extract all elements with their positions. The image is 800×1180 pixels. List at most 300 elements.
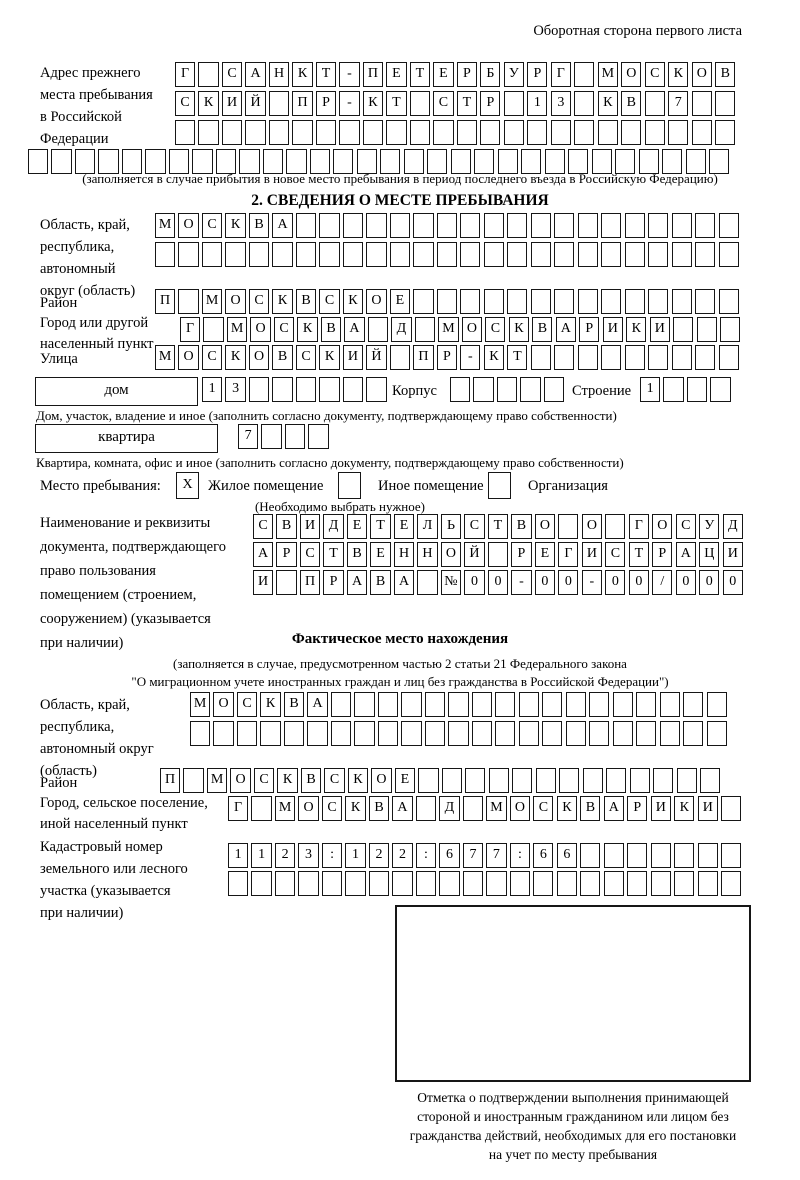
char-cell[interactable]	[378, 721, 398, 746]
char-cell[interactable]: -	[339, 62, 359, 87]
char-cell[interactable]	[460, 213, 480, 238]
char-cell[interactable]: 1	[345, 843, 365, 868]
char-cell[interactable]	[401, 721, 421, 746]
char-cell[interactable]	[719, 242, 739, 267]
char-cell[interactable]	[527, 120, 547, 145]
char-cell[interactable]: О	[621, 62, 641, 87]
char-cell[interactable]	[504, 120, 524, 145]
char-cell[interactable]	[413, 289, 433, 314]
char-cell[interactable]: Т	[323, 542, 343, 567]
char-cell[interactable]	[497, 377, 517, 402]
char-cell[interactable]	[627, 843, 647, 868]
char-cell[interactable]	[225, 242, 245, 267]
char-cell[interactable]: Т	[629, 542, 649, 567]
char-cell[interactable]: К	[674, 796, 694, 821]
char-cell[interactable]	[531, 345, 551, 370]
char-cell[interactable]	[308, 424, 328, 449]
char-cell[interactable]: И	[651, 796, 671, 821]
char-cell[interactable]: О	[230, 768, 250, 793]
char-cell[interactable]	[202, 242, 222, 267]
char-cell[interactable]	[672, 289, 692, 314]
char-cell[interactable]: К	[260, 692, 280, 717]
char-cell[interactable]	[261, 424, 281, 449]
char-cell[interactable]: У	[504, 62, 524, 87]
char-cell[interactable]	[439, 871, 459, 896]
char-cell[interactable]: С	[249, 289, 269, 314]
char-cell[interactable]	[363, 120, 383, 145]
char-cell[interactable]	[319, 213, 339, 238]
char-cell[interactable]	[554, 289, 574, 314]
char-cell[interactable]: К	[348, 768, 368, 793]
char-cell[interactable]: П	[413, 345, 433, 370]
char-cell[interactable]	[574, 91, 594, 116]
char-cell[interactable]	[558, 514, 578, 539]
char-cell[interactable]	[645, 91, 665, 116]
char-cell[interactable]: 1	[202, 377, 222, 402]
char-cell[interactable]: Р	[480, 91, 500, 116]
char-cell[interactable]	[625, 289, 645, 314]
char-cell[interactable]	[413, 213, 433, 238]
char-cell[interactable]	[648, 289, 668, 314]
char-cell[interactable]	[285, 424, 305, 449]
char-cell[interactable]: Г	[629, 514, 649, 539]
char-cell[interactable]: М	[227, 317, 247, 342]
char-cell[interactable]	[645, 120, 665, 145]
char-cell[interactable]	[707, 721, 727, 746]
char-cell[interactable]	[604, 871, 624, 896]
char-cell[interactable]: А	[556, 317, 576, 342]
char-cell[interactable]: И	[582, 542, 602, 567]
char-cell[interactable]: 7	[238, 424, 258, 449]
char-cell[interactable]	[507, 242, 527, 267]
char-cell[interactable]	[625, 345, 645, 370]
char-cell[interactable]	[598, 120, 618, 145]
char-cell[interactable]	[222, 120, 242, 145]
char-cell[interactable]	[472, 692, 492, 717]
char-cell[interactable]: 0	[558, 570, 578, 595]
char-cell[interactable]	[292, 120, 312, 145]
char-cell[interactable]: О	[652, 514, 672, 539]
char-cell[interactable]: П	[363, 62, 383, 87]
char-cell[interactable]	[366, 377, 386, 402]
char-cell[interactable]	[178, 289, 198, 314]
char-cell[interactable]	[354, 692, 374, 717]
char-cell[interactable]	[531, 213, 551, 238]
char-cell[interactable]	[450, 377, 470, 402]
char-cell[interactable]	[343, 377, 363, 402]
char-cell[interactable]: Ь	[441, 514, 461, 539]
char-cell[interactable]	[495, 721, 515, 746]
char-cell[interactable]	[533, 871, 553, 896]
char-cell[interactable]	[183, 768, 203, 793]
char-cell[interactable]: Р	[437, 345, 457, 370]
char-cell[interactable]	[663, 377, 683, 402]
char-cell[interactable]	[457, 120, 477, 145]
char-cell[interactable]: П	[160, 768, 180, 793]
char-cell[interactable]: О	[535, 514, 555, 539]
char-cell[interactable]: Р	[579, 317, 599, 342]
char-cell[interactable]	[339, 120, 359, 145]
char-cell[interactable]: Й	[245, 91, 265, 116]
char-cell[interactable]: Р	[627, 796, 647, 821]
char-cell[interactable]	[392, 871, 412, 896]
char-cell[interactable]: А	[604, 796, 624, 821]
char-cell[interactable]: Р	[276, 542, 296, 567]
char-cell[interactable]: А	[392, 796, 412, 821]
char-cell[interactable]	[296, 377, 316, 402]
char-cell[interactable]: В	[321, 317, 341, 342]
char-cell[interactable]	[437, 242, 457, 267]
char-cell[interactable]: 1	[228, 843, 248, 868]
char-cell[interactable]: О	[225, 289, 245, 314]
char-cell[interactable]	[613, 721, 633, 746]
char-cell[interactable]: К	[277, 768, 297, 793]
char-cell[interactable]	[296, 242, 316, 267]
char-cell[interactable]	[512, 768, 532, 793]
char-cell[interactable]: -	[460, 345, 480, 370]
char-cell[interactable]	[345, 871, 365, 896]
char-cell[interactable]	[605, 514, 625, 539]
char-cell[interactable]	[410, 91, 430, 116]
char-cell[interactable]	[519, 721, 539, 746]
char-cell[interactable]	[687, 377, 707, 402]
char-cell[interactable]	[437, 213, 457, 238]
char-cell[interactable]	[566, 692, 586, 717]
char-cell[interactable]: 0	[676, 570, 696, 595]
char-cell[interactable]	[700, 768, 720, 793]
char-cell[interactable]	[316, 120, 336, 145]
char-cell[interactable]: К	[598, 91, 618, 116]
char-cell[interactable]	[695, 345, 715, 370]
char-cell[interactable]: Ц	[699, 542, 719, 567]
char-cell[interactable]: Т	[316, 62, 336, 87]
char-cell[interactable]: Т	[410, 62, 430, 87]
char-cell[interactable]: Е	[394, 514, 414, 539]
char-cell[interactable]: П	[300, 570, 320, 595]
char-cell[interactable]	[719, 345, 739, 370]
char-cell[interactable]	[486, 871, 506, 896]
char-cell[interactable]: И	[222, 91, 242, 116]
char-cell[interactable]: Т	[507, 345, 527, 370]
char-cell[interactable]: И	[343, 345, 363, 370]
char-cell[interactable]: О	[510, 796, 530, 821]
char-cell[interactable]	[566, 721, 586, 746]
char-cell[interactable]	[425, 721, 445, 746]
char-cell[interactable]	[630, 768, 650, 793]
char-cell[interactable]	[580, 871, 600, 896]
char-cell[interactable]: К	[225, 213, 245, 238]
char-cell[interactable]	[721, 871, 741, 896]
char-cell[interactable]: Г	[228, 796, 248, 821]
char-cell[interactable]	[580, 843, 600, 868]
char-cell[interactable]	[198, 62, 218, 87]
char-cell[interactable]: О	[371, 768, 391, 793]
char-cell[interactable]: С	[319, 289, 339, 314]
char-cell[interactable]: М	[190, 692, 210, 717]
char-cell[interactable]: Й	[464, 542, 484, 567]
char-cell[interactable]	[578, 289, 598, 314]
char-cell[interactable]	[354, 721, 374, 746]
char-cell[interactable]: 0	[723, 570, 743, 595]
char-cell[interactable]	[425, 692, 445, 717]
char-cell[interactable]: 1	[527, 91, 547, 116]
char-cell[interactable]	[448, 692, 468, 717]
char-cell[interactable]: Н	[417, 542, 437, 567]
char-cell[interactable]	[488, 542, 508, 567]
char-cell[interactable]	[559, 768, 579, 793]
char-cell[interactable]	[269, 120, 289, 145]
char-cell[interactable]: Г	[551, 62, 571, 87]
char-cell[interactable]	[692, 120, 712, 145]
char-cell[interactable]	[542, 721, 562, 746]
char-cell[interactable]	[495, 692, 515, 717]
char-cell[interactable]	[269, 91, 289, 116]
char-cell[interactable]: 0	[464, 570, 484, 595]
char-cell[interactable]	[668, 120, 688, 145]
char-cell[interactable]	[653, 768, 673, 793]
char-cell[interactable]: В	[370, 570, 390, 595]
char-cell[interactable]	[519, 692, 539, 717]
char-cell[interactable]: Г	[175, 62, 195, 87]
zhiloe-checkbox[interactable]: X	[176, 472, 199, 499]
char-cell[interactable]: 0	[488, 570, 508, 595]
char-cell[interactable]: С	[300, 542, 320, 567]
char-cell[interactable]	[683, 721, 703, 746]
char-cell[interactable]: 7	[668, 91, 688, 116]
char-cell[interactable]: С	[433, 91, 453, 116]
char-cell[interactable]	[343, 213, 363, 238]
char-cell[interactable]: В	[715, 62, 735, 87]
char-cell[interactable]: Д	[723, 514, 743, 539]
char-cell[interactable]: 0	[629, 570, 649, 595]
char-cell[interactable]: К	[557, 796, 577, 821]
char-cell[interactable]	[460, 242, 480, 267]
char-cell[interactable]	[648, 345, 668, 370]
char-cell[interactable]	[272, 242, 292, 267]
char-cell[interactable]: И	[723, 542, 743, 567]
char-cell[interactable]	[472, 721, 492, 746]
char-cell[interactable]	[625, 213, 645, 238]
char-cell[interactable]: М	[275, 796, 295, 821]
char-cell[interactable]: С	[676, 514, 696, 539]
char-cell[interactable]: Д	[439, 796, 459, 821]
char-cell[interactable]	[198, 120, 218, 145]
char-cell[interactable]: Р	[323, 570, 343, 595]
char-cell[interactable]: 6	[557, 843, 577, 868]
char-cell[interactable]	[213, 721, 233, 746]
dom-field-box[interactable]: дом	[35, 377, 198, 406]
char-cell[interactable]: П	[292, 91, 312, 116]
char-cell[interactable]	[390, 242, 410, 267]
char-cell[interactable]: В	[301, 768, 321, 793]
char-cell[interactable]: С	[324, 768, 344, 793]
char-cell[interactable]: П	[155, 289, 175, 314]
char-cell[interactable]	[276, 570, 296, 595]
char-cell[interactable]	[554, 242, 574, 267]
char-cell[interactable]	[319, 377, 339, 402]
char-cell[interactable]: С	[254, 768, 274, 793]
char-cell[interactable]: О	[250, 317, 270, 342]
char-cell[interactable]: М	[438, 317, 458, 342]
char-cell[interactable]	[410, 120, 430, 145]
char-cell[interactable]	[296, 213, 316, 238]
char-cell[interactable]	[715, 91, 735, 116]
char-cell[interactable]: Р	[316, 91, 336, 116]
char-cell[interactable]: К	[292, 62, 312, 87]
char-cell[interactable]	[554, 345, 574, 370]
char-cell[interactable]	[433, 120, 453, 145]
char-cell[interactable]	[473, 377, 493, 402]
char-cell[interactable]	[251, 796, 271, 821]
char-cell[interactable]	[554, 213, 574, 238]
char-cell[interactable]	[343, 242, 363, 267]
char-cell[interactable]	[606, 768, 626, 793]
char-cell[interactable]: Й	[366, 345, 386, 370]
char-cell[interactable]	[601, 345, 621, 370]
char-cell[interactable]: С	[237, 692, 257, 717]
char-cell[interactable]	[190, 721, 210, 746]
char-cell[interactable]: Г	[180, 317, 200, 342]
char-cell[interactable]: А	[307, 692, 327, 717]
char-cell[interactable]: О	[213, 692, 233, 717]
char-cell[interactable]: Е	[535, 542, 555, 567]
char-cell[interactable]	[651, 871, 671, 896]
char-cell[interactable]: В	[284, 692, 304, 717]
char-cell[interactable]	[245, 120, 265, 145]
char-cell[interactable]: С	[605, 542, 625, 567]
char-cell[interactable]: О	[462, 317, 482, 342]
char-cell[interactable]: Р	[652, 542, 672, 567]
char-cell[interactable]: 3	[551, 91, 571, 116]
char-cell[interactable]: М	[207, 768, 227, 793]
char-cell[interactable]: Н	[394, 542, 414, 567]
char-cell[interactable]: Д	[323, 514, 343, 539]
char-cell[interactable]: С	[296, 345, 316, 370]
char-cell[interactable]	[601, 289, 621, 314]
char-cell[interactable]: Р	[527, 62, 547, 87]
char-cell[interactable]: 2	[369, 843, 389, 868]
inoe-checkbox[interactable]	[338, 472, 361, 499]
char-cell[interactable]: Н	[269, 62, 289, 87]
char-cell[interactable]: К	[343, 289, 363, 314]
char-cell[interactable]	[401, 692, 421, 717]
char-cell[interactable]: С	[175, 91, 195, 116]
char-cell[interactable]: А	[394, 570, 414, 595]
char-cell[interactable]: О	[298, 796, 318, 821]
char-cell[interactable]: С	[274, 317, 294, 342]
char-cell[interactable]	[416, 871, 436, 896]
char-cell[interactable]: 3	[225, 377, 245, 402]
char-cell[interactable]: Е	[370, 542, 390, 567]
char-cell[interactable]	[369, 871, 389, 896]
char-cell[interactable]: 1	[251, 843, 271, 868]
char-cell[interactable]: №	[441, 570, 461, 595]
char-cell[interactable]	[228, 871, 248, 896]
char-cell[interactable]: А	[253, 542, 273, 567]
char-cell[interactable]: :	[322, 843, 342, 868]
char-cell[interactable]: А	[344, 317, 364, 342]
char-cell[interactable]: :	[510, 843, 530, 868]
char-cell[interactable]: И	[698, 796, 718, 821]
char-cell[interactable]	[465, 768, 485, 793]
char-cell[interactable]: А	[676, 542, 696, 567]
char-cell[interactable]	[484, 289, 504, 314]
char-cell[interactable]	[695, 289, 715, 314]
char-cell[interactable]: Е	[390, 289, 410, 314]
char-cell[interactable]	[463, 796, 483, 821]
char-cell[interactable]	[249, 242, 269, 267]
char-cell[interactable]	[275, 871, 295, 896]
char-cell[interactable]	[583, 768, 603, 793]
char-cell[interactable]	[557, 871, 577, 896]
char-cell[interactable]	[249, 377, 269, 402]
char-cell[interactable]	[698, 843, 718, 868]
char-cell[interactable]: Р	[511, 542, 531, 567]
char-cell[interactable]	[203, 317, 223, 342]
char-cell[interactable]	[636, 692, 656, 717]
char-cell[interactable]	[683, 692, 703, 717]
char-cell[interactable]	[720, 317, 740, 342]
char-cell[interactable]: 7	[486, 843, 506, 868]
char-cell[interactable]	[715, 120, 735, 145]
char-cell[interactable]	[175, 120, 195, 145]
char-cell[interactable]: О	[366, 289, 386, 314]
char-cell[interactable]	[284, 721, 304, 746]
char-cell[interactable]: К	[484, 345, 504, 370]
char-cell[interactable]: Е	[433, 62, 453, 87]
char-cell[interactable]: С	[464, 514, 484, 539]
char-cell[interactable]	[710, 377, 730, 402]
char-cell[interactable]	[707, 692, 727, 717]
char-cell[interactable]: И	[603, 317, 623, 342]
char-cell[interactable]: В	[621, 91, 641, 116]
char-cell[interactable]	[544, 377, 564, 402]
char-cell[interactable]	[721, 843, 741, 868]
char-cell[interactable]: К	[363, 91, 383, 116]
char-cell[interactable]	[578, 213, 598, 238]
char-cell[interactable]	[366, 213, 386, 238]
char-cell[interactable]	[319, 242, 339, 267]
char-cell[interactable]	[520, 377, 540, 402]
char-cell[interactable]: О	[178, 213, 198, 238]
char-cell[interactable]: М	[202, 289, 222, 314]
char-cell[interactable]: К	[668, 62, 688, 87]
char-cell[interactable]: Т	[370, 514, 390, 539]
char-cell[interactable]	[648, 213, 668, 238]
char-cell[interactable]: С	[202, 213, 222, 238]
char-cell[interactable]	[660, 721, 680, 746]
char-cell[interactable]: К	[319, 345, 339, 370]
char-cell[interactable]	[484, 213, 504, 238]
char-cell[interactable]	[698, 871, 718, 896]
char-cell[interactable]: С	[202, 345, 222, 370]
char-cell[interactable]: А	[245, 62, 265, 87]
char-cell[interactable]: Т	[488, 514, 508, 539]
char-cell[interactable]: С	[253, 514, 273, 539]
char-cell[interactable]: С	[645, 62, 665, 87]
char-cell[interactable]	[378, 692, 398, 717]
char-cell[interactable]: К	[272, 289, 292, 314]
char-cell[interactable]	[390, 213, 410, 238]
char-cell[interactable]: Е	[386, 62, 406, 87]
char-cell[interactable]	[331, 692, 351, 717]
char-cell[interactable]	[307, 721, 327, 746]
char-cell[interactable]	[677, 768, 697, 793]
char-cell[interactable]	[298, 871, 318, 896]
char-cell[interactable]	[719, 289, 739, 314]
char-cell[interactable]: И	[253, 570, 273, 595]
char-cell[interactable]	[531, 289, 551, 314]
